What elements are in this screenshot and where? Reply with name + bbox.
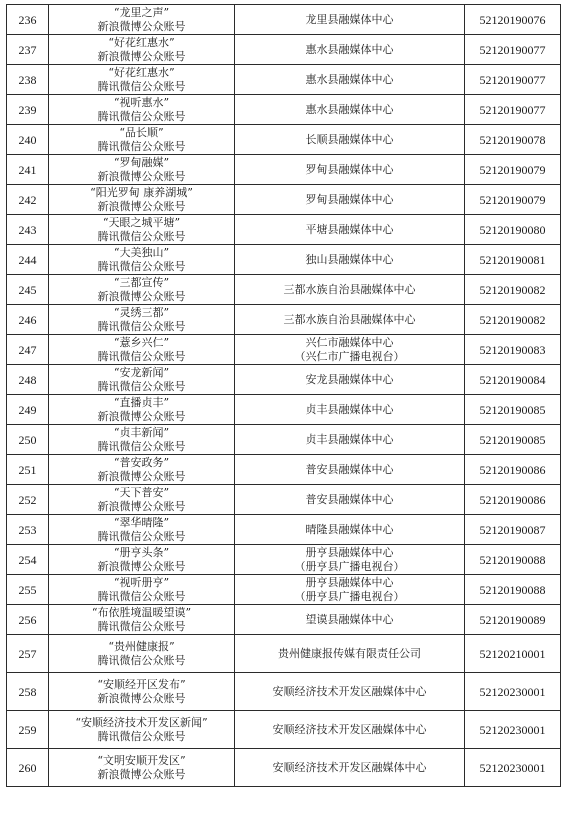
account-platform: 腾讯微信公众账号 xyxy=(97,229,186,243)
organization-name xyxy=(235,425,465,455)
account-name xyxy=(49,673,235,711)
registration-code: 52120190089 xyxy=(465,605,561,635)
organization-name xyxy=(235,65,465,95)
table-row xyxy=(7,335,561,365)
row-number: 258 xyxy=(7,673,49,711)
account-title: “灵绣三都” xyxy=(113,305,170,319)
registration-code: 52120190077 xyxy=(465,95,561,125)
organization-line: 独山县融媒体中心 xyxy=(305,252,394,266)
row-number: 247 xyxy=(7,335,49,365)
account-title: “龙里之声” xyxy=(113,5,170,19)
account-platform: 新浪微博公众账号 xyxy=(97,409,186,423)
account-name xyxy=(49,605,235,635)
account-name xyxy=(49,711,235,749)
organization-line: 龙里县融媒体中心 xyxy=(305,12,394,26)
registration-code: 52120190077 xyxy=(465,65,561,95)
account-platform: 腾讯微信公众账号 xyxy=(97,653,186,667)
account-platform: 新浪微博公众账号 xyxy=(97,469,186,483)
account-name xyxy=(49,95,235,125)
table-row xyxy=(7,5,561,35)
account-title: “册亨头条” xyxy=(113,545,170,559)
account-platform: 腾讯微信公众账号 xyxy=(97,319,186,333)
account-platform: 新浪微博公众账号 xyxy=(97,691,186,705)
registration-code: 52120230001 xyxy=(465,673,561,711)
table-row xyxy=(7,515,561,545)
account-platform: 腾讯微信公众账号 xyxy=(97,729,186,743)
organization-note: （册亨县广播电视台） xyxy=(294,559,405,573)
row-number: 242 xyxy=(7,185,49,215)
registration-code: 52120190088 xyxy=(465,545,561,575)
row-number: 253 xyxy=(7,515,49,545)
organization-name xyxy=(235,215,465,245)
organization-name xyxy=(235,5,465,35)
organization-line: 惠水县融媒体中心 xyxy=(305,42,394,56)
table-row xyxy=(7,365,561,395)
account-name xyxy=(49,455,235,485)
table-row xyxy=(7,275,561,305)
account-platform: 腾讯微信公众账号 xyxy=(97,379,186,393)
organization-note: （兴仁市广播电视台） xyxy=(294,349,405,363)
organization-line: 晴隆县融媒体中心 xyxy=(305,522,394,536)
account-platform: 新浪微博公众账号 xyxy=(97,49,186,63)
organization-name xyxy=(235,395,465,425)
account-title: “贞丰新闻” xyxy=(113,425,170,439)
account-platform: 新浪微博公众账号 xyxy=(97,499,186,513)
row-number: 248 xyxy=(7,365,49,395)
organization-line: 望谟县融媒体中心 xyxy=(305,612,394,626)
organization-note: （册亨县广播电视台） xyxy=(294,589,405,603)
organization-name xyxy=(235,545,465,575)
table-row xyxy=(7,65,561,95)
account-platform: 腾讯微信公众账号 xyxy=(97,349,186,363)
organization-line: 贞丰县融媒体中心 xyxy=(305,402,394,416)
table-row xyxy=(7,635,561,673)
organization-line: 三都水族自治县融媒体中心 xyxy=(283,312,416,326)
account-title: “安龙新闻” xyxy=(113,365,170,379)
organization-name xyxy=(235,305,465,335)
account-name xyxy=(49,515,235,545)
organization-line: 安顺经济技术开发区融媒体中心 xyxy=(272,722,427,736)
row-number: 251 xyxy=(7,455,49,485)
organization-line: 安龙县融媒体中心 xyxy=(305,372,394,386)
table-row xyxy=(7,215,561,245)
account-title: “文明安顺开发区” xyxy=(97,753,186,767)
table-row xyxy=(7,395,561,425)
registration-code: 52120210001 xyxy=(465,635,561,673)
table-row xyxy=(7,545,561,575)
organization-name xyxy=(235,605,465,635)
registration-code: 52120190084 xyxy=(465,365,561,395)
row-number: 241 xyxy=(7,155,49,185)
organization-name xyxy=(235,455,465,485)
row-number: 257 xyxy=(7,635,49,673)
registration-code: 52120230001 xyxy=(465,711,561,749)
account-platform: 新浪微博公众账号 xyxy=(97,767,186,781)
account-title: “阳光罗甸 康养湖城” xyxy=(90,185,193,199)
organization-line: 贵州健康报传媒有限责任公司 xyxy=(278,646,421,660)
row-number: 259 xyxy=(7,711,49,749)
row-number: 260 xyxy=(7,749,49,787)
account-name xyxy=(49,35,235,65)
table-row xyxy=(7,673,561,711)
account-title: “天眼之城平塘” xyxy=(102,215,181,229)
table-row xyxy=(7,425,561,455)
account-title: “直播贞丰” xyxy=(113,395,170,409)
organization-line: 贞丰县融媒体中心 xyxy=(305,432,394,446)
account-platform: 腾讯微信公众账号 xyxy=(97,139,186,153)
registration-code: 52120190080 xyxy=(465,215,561,245)
table-row xyxy=(7,155,561,185)
organization-line: 长顺县融媒体中心 xyxy=(305,132,394,146)
account-platform: 新浪微博公众账号 xyxy=(97,289,186,303)
organization-name xyxy=(235,95,465,125)
organization-name xyxy=(235,749,465,787)
row-number: 256 xyxy=(7,605,49,635)
account-title: “布依胜境温暖望谟” xyxy=(91,605,192,619)
account-name xyxy=(49,275,235,305)
account-name xyxy=(49,215,235,245)
organization-line: 安顺经济技术开发区融媒体中心 xyxy=(272,760,427,774)
account-name xyxy=(49,245,235,275)
registration-code: 52120190082 xyxy=(465,275,561,305)
table-row xyxy=(7,95,561,125)
account-name xyxy=(49,155,235,185)
organization-name xyxy=(235,125,465,155)
row-number: 254 xyxy=(7,545,49,575)
row-number: 250 xyxy=(7,425,49,455)
account-name xyxy=(49,749,235,787)
table-row xyxy=(7,35,561,65)
registration-code: 52120190079 xyxy=(465,185,561,215)
account-name xyxy=(49,125,235,155)
organization-name xyxy=(235,335,465,365)
registration-code: 52120190082 xyxy=(465,305,561,335)
table-row xyxy=(7,575,561,605)
account-platform: 腾讯微信公众账号 xyxy=(97,619,186,633)
registration-code: 52120190088 xyxy=(465,575,561,605)
account-title: “普安政务” xyxy=(113,455,170,469)
organization-line: 惠水县融媒体中心 xyxy=(305,102,394,116)
account-platform: 腾讯微信公众账号 xyxy=(97,589,186,603)
account-name xyxy=(49,305,235,335)
registration-code: 52120190079 xyxy=(465,155,561,185)
account-platform: 腾讯微信公众账号 xyxy=(97,79,186,93)
registration-code: 52120190081 xyxy=(465,245,561,275)
registration-code: 52120190086 xyxy=(465,455,561,485)
table-row xyxy=(7,245,561,275)
organization-line: 普安县融媒体中心 xyxy=(305,462,394,476)
account-name xyxy=(49,335,235,365)
account-title: “好花红惠水” xyxy=(108,35,175,49)
organization-name xyxy=(235,155,465,185)
account-name xyxy=(49,5,235,35)
row-number: 245 xyxy=(7,275,49,305)
table-row xyxy=(7,749,561,787)
organization-name xyxy=(235,485,465,515)
table-row xyxy=(7,125,561,155)
organization-line: 惠水县融媒体中心 xyxy=(305,72,394,86)
organization-name xyxy=(235,575,465,605)
organization-line: 平塘县融媒体中心 xyxy=(305,222,394,236)
table-row xyxy=(7,185,561,215)
account-platform: 新浪微博公众账号 xyxy=(97,559,186,573)
registry-table xyxy=(6,4,561,787)
account-platform: 新浪微博公众账号 xyxy=(97,199,186,213)
account-platform: 新浪微博公众账号 xyxy=(97,169,186,183)
row-number: 239 xyxy=(7,95,49,125)
account-title: “视听惠水” xyxy=(113,95,170,109)
account-title: “大美独山” xyxy=(113,245,170,259)
account-name xyxy=(49,485,235,515)
row-number: 249 xyxy=(7,395,49,425)
account-title: “安顺经开区发布” xyxy=(97,677,186,691)
organization-name xyxy=(235,35,465,65)
account-name xyxy=(49,185,235,215)
organization-line: 普安县融媒体中心 xyxy=(305,492,394,506)
registration-code: 52120190085 xyxy=(465,425,561,455)
account-title: “品长顺” xyxy=(119,125,164,139)
organization-name xyxy=(235,673,465,711)
table-row xyxy=(7,305,561,335)
account-title: “天下普安” xyxy=(113,485,170,499)
row-number: 243 xyxy=(7,215,49,245)
account-name xyxy=(49,365,235,395)
organization-name xyxy=(235,185,465,215)
account-title: “贵州健康报” xyxy=(108,639,175,653)
registration-code: 52120190078 xyxy=(465,125,561,155)
account-platform: 腾讯微信公众账号 xyxy=(97,109,186,123)
organization-name xyxy=(235,515,465,545)
account-title: “薏乡兴仁” xyxy=(113,335,170,349)
table-row xyxy=(7,485,561,515)
account-name xyxy=(49,395,235,425)
organization-line: 册亨县融媒体中心 xyxy=(305,575,394,589)
registration-code: 52120230001 xyxy=(465,749,561,787)
row-number: 246 xyxy=(7,305,49,335)
row-number: 255 xyxy=(7,575,49,605)
registration-code: 52120190083 xyxy=(465,335,561,365)
organization-line: 兴仁市融媒体中心 xyxy=(305,335,394,349)
registration-code: 52120190077 xyxy=(465,35,561,65)
organization-line: 安顺经济技术开发区融媒体中心 xyxy=(272,684,427,698)
account-platform: 腾讯微信公众账号 xyxy=(97,529,186,543)
organization-name xyxy=(235,635,465,673)
account-platform: 腾讯微信公众账号 xyxy=(97,259,186,273)
row-number: 237 xyxy=(7,35,49,65)
account-name xyxy=(49,575,235,605)
account-title: “视听册亨” xyxy=(113,575,170,589)
account-title: “罗甸融媒” xyxy=(113,155,170,169)
registration-code: 52120190076 xyxy=(465,5,561,35)
organization-line: 三都水族自治县融媒体中心 xyxy=(283,282,416,296)
account-name xyxy=(49,545,235,575)
registration-code: 52120190086 xyxy=(465,485,561,515)
account-title: “翠华晴隆” xyxy=(113,515,170,529)
organization-name xyxy=(235,711,465,749)
row-number: 238 xyxy=(7,65,49,95)
account-title: “安顺经济技术开发区新闻” xyxy=(75,715,208,729)
account-title: “好花红惠水” xyxy=(108,65,175,79)
table-body xyxy=(7,5,561,787)
row-number: 240 xyxy=(7,125,49,155)
account-name xyxy=(49,635,235,673)
row-number: 244 xyxy=(7,245,49,275)
account-name xyxy=(49,425,235,455)
organization-line: 罗甸县融媒体中心 xyxy=(305,162,394,176)
row-number: 236 xyxy=(7,5,49,35)
account-platform: 新浪微博公众账号 xyxy=(97,19,186,33)
table-row xyxy=(7,605,561,635)
organization-name xyxy=(235,275,465,305)
table-row xyxy=(7,711,561,749)
registration-code: 52120190085 xyxy=(465,395,561,425)
organization-name xyxy=(235,245,465,275)
account-platform: 腾讯微信公众账号 xyxy=(97,439,186,453)
account-title: “三都宣传” xyxy=(113,275,170,289)
account-name xyxy=(49,65,235,95)
row-number: 252 xyxy=(7,485,49,515)
organization-line: 罗甸县融媒体中心 xyxy=(305,192,394,206)
registration-code: 52120190087 xyxy=(465,515,561,545)
organization-line: 册亨县融媒体中心 xyxy=(305,545,394,559)
table-row xyxy=(7,455,561,485)
organization-name xyxy=(235,365,465,395)
